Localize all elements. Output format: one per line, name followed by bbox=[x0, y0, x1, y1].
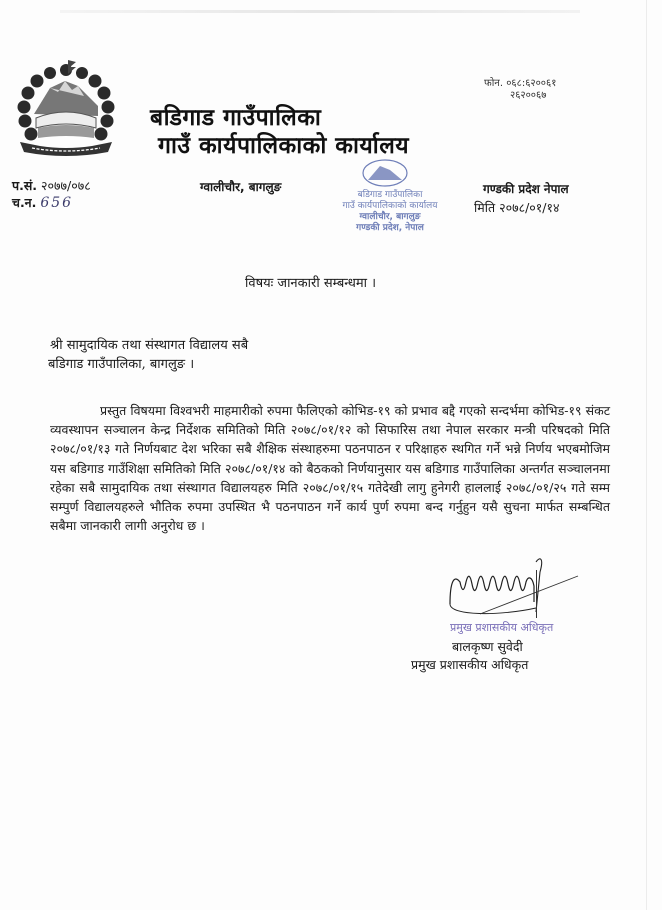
signature-divider bbox=[536, 570, 537, 618]
phone-label: फोन. bbox=[484, 78, 504, 89]
stamp-line2: गाउँ कार्यपालिकाको कार्यालय bbox=[342, 201, 438, 211]
scan-edge bbox=[646, 0, 647, 910]
chn-value: 656 bbox=[40, 195, 74, 211]
signature-stamp: प्रमुख प्रशासकीय अधिकृत bbox=[450, 621, 554, 634]
recipient-line2: बडिगाड गाउँपालिका, बागलुङ । bbox=[48, 357, 195, 372]
body-paragraph: प्रस्तुत विषयमा विश्वभरी माहमारीको रुपमा फैलिएको कोभिड-१९ को प्रभाव बद्दै गएको सन्दर्भमा कोभिड-१९ संकट व्यवस्थापन सञ्चालन केन्द्र निर्देशक समितिको मिति २०७८/०१/१२ को सिफारिस तथा नेपाल सरकार मन्त्री परिषदको मिति २०७८/०१/१३ गते निर्णयबाट देश भरिका सबै शैक्षिक संस्थाहरुमा पठनपाठन र परिक्षाहरु स्थगित गर्ने भन्ने निर्णय भएबमोजिम यस बडिगाड गाउँशिक्षा समितिको मिति २०७८/०१/१४ को बैठकको निर्णयानुसार यस बडिगाड गाउँपालिका अन्तर्गत सञ्चालनमा रहेका सबै सामुदायिक तथा संस्थागत विद्यालयहरु मिति २०७८/०१/१५ गतेदेखी लागु हुनेगरी हाललाई २०७८/०१/२५ गते सम्म सम्पुर्ण विद्यालयहरुले भौतिक रुपमा उपस्थित भै पठनपाठन गर्ने कार्य पुर्ण रुपमा बन्द गर्नुहुन यसै सुचना मार्फत सम्बन्धित सबैमा जानकारी लागी अनुरोध छ । bbox=[50, 403, 610, 534]
subject-line bbox=[245, 273, 376, 291]
ps-label: प.सं. bbox=[12, 178, 38, 193]
subject-label: विषयः bbox=[245, 276, 274, 291]
province: गण्डकी प्रदेश नेपाल bbox=[483, 182, 569, 196]
phone-number-2: २६२००६७ bbox=[510, 90, 547, 101]
stamp-line4: गण्डकी प्रदेश, नेपाल bbox=[356, 223, 424, 233]
stamp-line1: बडिगाड गाउँपालिका bbox=[357, 190, 423, 200]
letter-date bbox=[474, 199, 560, 216]
office-stamp bbox=[310, 158, 470, 254]
stamp-text bbox=[310, 190, 470, 234]
org-name-line2: गाउँ कार्यपालिकाको कार्यालय bbox=[158, 133, 410, 159]
recipient-block bbox=[50, 336, 248, 374]
office-address: ग्वालीचौर, बागलुङ bbox=[200, 180, 282, 194]
signatory-name: बालकृष्ण सुवेदी bbox=[452, 639, 523, 654]
signatory-title: प्रमुख प्रशासकीय अधिकृत bbox=[411, 657, 529, 672]
organization-title bbox=[150, 104, 409, 160]
chn-label: च.न. bbox=[12, 195, 37, 210]
phone-block bbox=[484, 78, 556, 102]
recipient-line1: श्री सामुदायिक तथा संस्थागत विद्यालय सबै bbox=[50, 338, 249, 353]
date-label: मिति bbox=[474, 200, 496, 215]
subject-text: जानकारी सम्बन्धमा । bbox=[277, 276, 377, 291]
phone-number-1: ०६८:६२००६१ bbox=[506, 78, 557, 89]
stamp-line3: ग्वालीचौर, बागलुङ bbox=[359, 212, 421, 222]
scan-artifact bbox=[60, 10, 580, 13]
nepal-government-emblem-icon bbox=[10, 56, 122, 164]
signature-scribble-icon bbox=[440, 552, 580, 622]
ps-value: २०७७/०७८ bbox=[41, 178, 91, 193]
reference-block bbox=[12, 177, 91, 212]
date-value: २०७८/०१/१४ bbox=[499, 200, 560, 215]
stamp-emblem-icon bbox=[360, 158, 410, 188]
org-name-line1: बडिगाड गाउँपालिका bbox=[150, 105, 322, 131]
